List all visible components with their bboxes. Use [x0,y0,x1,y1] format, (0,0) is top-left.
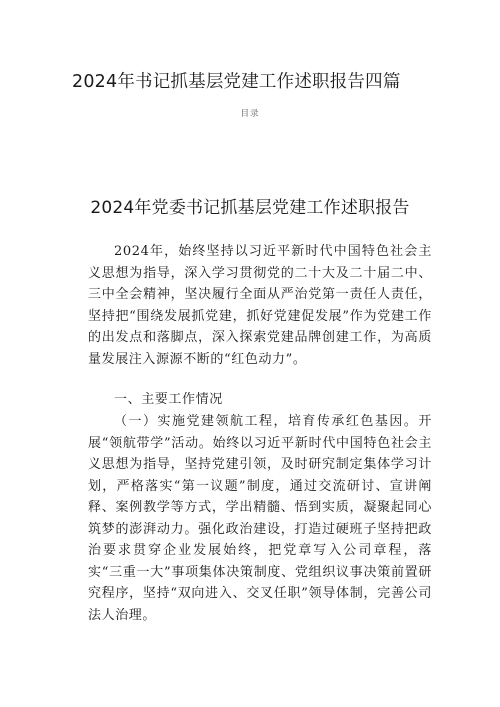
section-title: 2024年党委书记抓基层党建工作述职报告 [90,198,410,218]
table-of-contents-label: 目录 [240,109,260,119]
section-heading-main-work: 一、主要工作情况 [114,392,223,407]
document-title: 2024年书记抓基层党建工作述职报告四篇 [72,72,401,92]
body-paragraph: （一）实施党建领航工程，培育传承红色基因。开展“领航带学”活动。始终以习近平新时代中国特色社会主义思想为指导，坚持党建引领，及时研究制定集体学习计划，严格落实“第一议题”制度，通过交流研讨、宣讲阐释、案例教学等方式，学出精髓、悟到实质，凝聚起同心筑梦的澎湃动力。强化政治建设，打造过硬班子坚持把政治要求贯穿企业发展始终，把党章写入公司章程，落实“三重一大”事项集体决策制度、党组织议事决策前置研究程序，坚持“双向进入、交叉任职”领导体制，完善公司法人治理。 [88,414,432,623]
intro-paragraph: 2024年，始终坚持以习近平新时代中国特色社会主义思想为指导，深入学习贯彻党的二十大及二十届二中、三中全会精神，坚决履行全面从严治党第一责任人责任，坚持把“围绕发展抓党建，抓好党建促发展”作为党建工作的出发点和落脚点，深入探索党建品牌创建工作，为高质量发展注入源源不断的“红色动力”。 [88,244,432,367]
